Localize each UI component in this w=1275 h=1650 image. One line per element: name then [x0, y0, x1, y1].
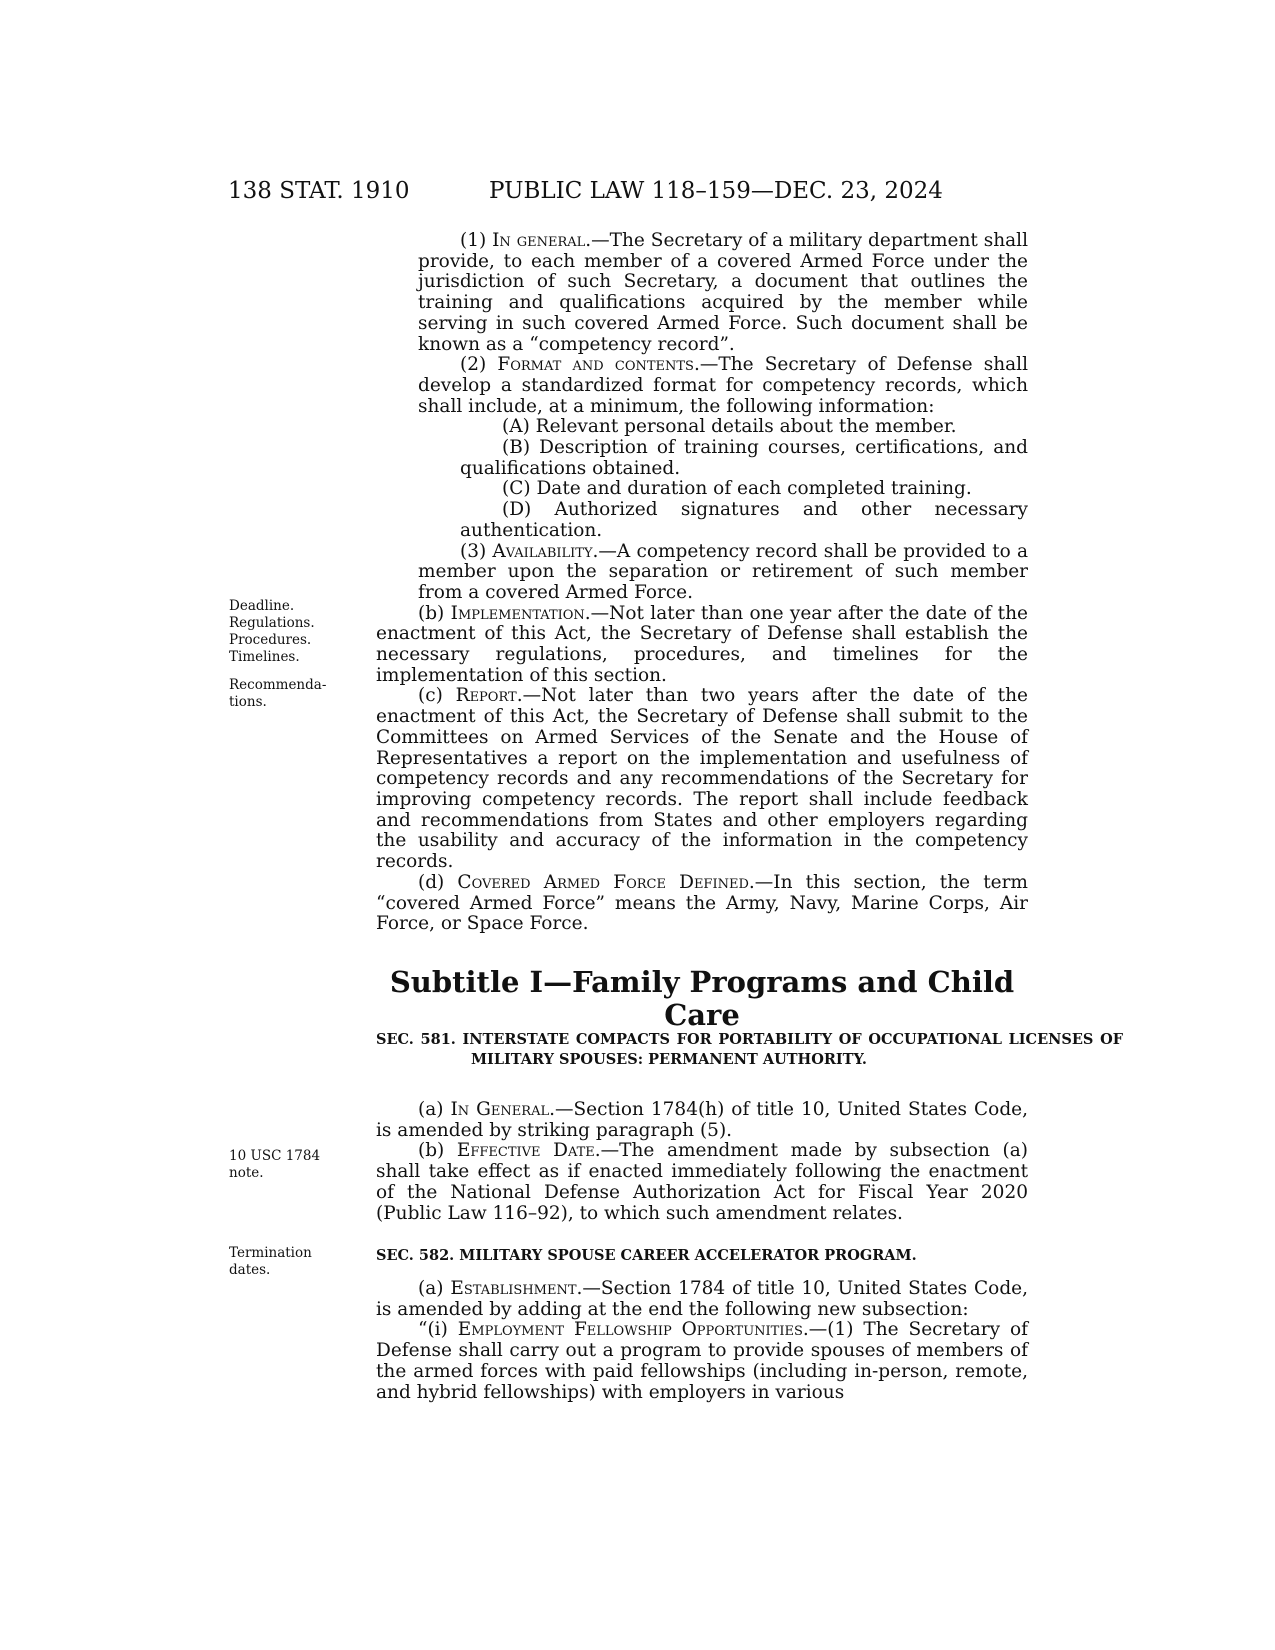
subsection-d-definition: (d) Covered Armed Force Defined.—In this section, the term “covered Armed Force” means the Army, Navy, Marine Corps, Air Force, or Space Force. [376, 871, 1028, 935]
margin-note-usc: 10 USC 1784 note. [229, 1148, 321, 1181]
margin-note-deadline: Deadline. Regulations. Procedures. Timelines. [229, 598, 315, 665]
paragraph-2-format: (2) Format and contents.—The Secretary of Defense shall develop a standardized format for competency records, which shall include, at a minimum, the following information: [418, 354, 1028, 417]
sec-582-heading: SEC. 582. MILITARY SPOUSE CAREER ACCELERATOR PROGRAM. [376, 1247, 917, 1264]
subsection-b-implementation: (b) Implementation.—Not later than one year after the date of the enactment of this Act, the Secretary of Defense shall establish the necessary regulations, procedures, and timelines for the implementation of this section. [376, 602, 1028, 686]
sec-581-subsection-b: (b) Effective Date.—The amendment made by subsection (a) shall take effect as if enacted immediately following the enactment of the National Defense Authorization Act for Fiscal Year 2020 (Public Law 116–92), to which such amendment relates. [376, 1140, 1028, 1224]
stat-page-number: 138 STAT. 1910 [228, 178, 410, 204]
section-580-paragraphs [376, 231, 1028, 935]
subparagraph-b: (B) Description of training courses, certifications, and qualifications obtained. [460, 437, 1028, 479]
sec-582-body [376, 1279, 1028, 1403]
sec-582-subsection-a: (a) Establishment.—Section 1784 of title 10, United States Code, is amended by adding at the end the following new subsection: [376, 1278, 1028, 1320]
paragraph-1-general: (1) In general.—The Secretary of a military department shall provide, to each member of a covered Armed Force under the jurisdiction of such Secretary, a document that outlines the training and qualifications acquired by the member while serving in such covered Armed Force. Such document shall be known as a “competency record”. [418, 230, 1028, 355]
sec-581-body [376, 1100, 1028, 1224]
margin-note-recommendations: Recommenda- tions. [229, 677, 327, 710]
margin-note-termination: Termination dates. [229, 1245, 312, 1278]
paragraph-3-availability: (3) Availability.—A competency record shall be provided to a member upon the separation or retirement of such member from a covered Armed Force. [418, 540, 1028, 603]
running-header: PUBLIC LAW 118–159—DEC. 23, 2024 [489, 178, 943, 204]
subparagraph-a: (A) Relevant personal details about the member. [502, 416, 957, 438]
subparagraph-c: (C) Date and duration of each completed training. [502, 478, 972, 500]
subtitle-heading: Subtitle I—Family Programs and Child Care [389, 965, 1015, 1032]
sec-582-subsection-i: “(i) Employment Fellowship Opportunities.—(1) The Secretary of Defense shall carry out a program to provide spouses of members of the armed forces with paid fellowships (including in-person, remote, and hybrid fellowships) with employers in various [376, 1319, 1028, 1403]
sec-581-heading: SEC. 581. INTERSTATE COMPACTS FOR PORTABILITY OF OCCUPATIONAL LICENSES OF MILITARY SPOUSES: PERMANENT AUTHORITY. [376, 1031, 1123, 1068]
subparagraph-d: (D) Authorized signatures and other necessary authentication. [460, 499, 1028, 541]
sec-581-subsection-a: (a) In General.—Section 1784(h) of title 10, United States Code, is amended by striking paragraph (5). [376, 1099, 1028, 1141]
subsection-c-report: (c) Report.—Not later than two years after the date of the enactment of this Act, the Secretary of Defense shall submit to the Committees on Armed Services of the Senate and the House of Representatives a report on the implementation and usefulness of competency records and any recommendations of the Secretary for improving competency records. The report shall include feedback and recommendations from States and other employers regarding the usability and accuracy of the information in the competency records. [376, 685, 1028, 873]
